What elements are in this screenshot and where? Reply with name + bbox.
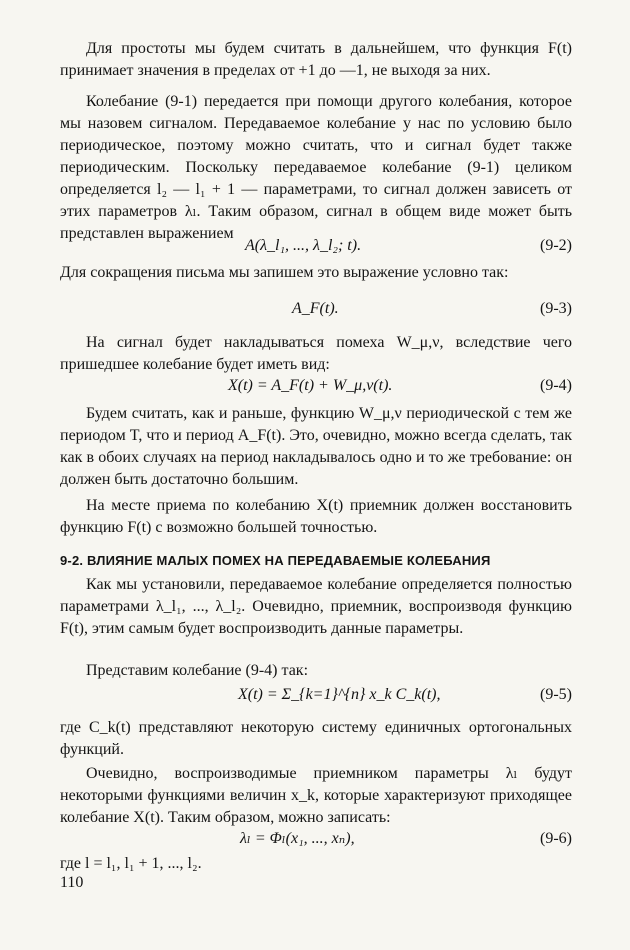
equation-number: (9-3): [540, 300, 572, 317]
paragraph-4: На сигнал будет накладываться помеха W_μ,ν, вследствие чего пришедшее колебание будет иметь вид:: [60, 334, 572, 373]
paragraph-2: Колебание (9-1) передается при помощи другого колебания, которое мы назовем сигналом. Передаваемое колебание у нас по условию было периодическое, поэтому можно считать, что и сигнал будет также периодическим. Поскольку передаваемое колебание (9-1) целиком определяется l₂ — l₁ + 1 — параметрами, то сигнал должен зависеть от этих параметров λₗ. Таким образом, сигнал в общем виде может быть представлен выражением: [60, 93, 572, 242]
equation-9-4: [60, 375, 572, 397]
equation-number: (9-6): [540, 830, 572, 847]
equation-number: (9-4): [540, 377, 572, 394]
page-number: 110: [60, 874, 84, 891]
section-heading: 9-2. ВЛИЯНИЕ МАЛЫХ ПОМЕХ НА ПЕРЕДАВАЕМЫЕ КОЛЕБАНИЯ: [60, 553, 491, 568]
equation-9-6: [60, 828, 572, 850]
equation-9-2: [60, 235, 572, 257]
equation-number: (9-2): [540, 237, 572, 254]
equation-formula: A_F(t).: [292, 300, 339, 317]
paragraph-6: На месте приема по колебанию X(t) приемник должен восстановить функцию F(t) с возможно большей точностью.: [60, 497, 572, 536]
paragraph-1: Для простоты мы будем считать в дальнейшем, что функция F(t) принимает значения в пределах от +1 до —1, не выходя за них.: [60, 40, 572, 79]
equation-formula: A(λ_l₁, ..., λ_l₂; t).: [245, 237, 362, 254]
paragraph-3: Для сокращения письма мы запишем это выражение условно так:: [60, 264, 509, 281]
equation-formula: X(t) = Σ_{k=1}^{n} x_k C_k(t),: [238, 686, 441, 703]
equation-number: (9-5): [540, 686, 572, 703]
equation-formula: X(t) = A_F(t) + W_μ,ν(t).: [228, 377, 393, 394]
paragraph-11: где l = l₁, l₁ + 1, ..., l₂.: [60, 855, 202, 872]
equation-9-5: [60, 684, 572, 706]
paragraph-10: Очевидно, воспроизводимые приемником параметры λₗ будут некоторыми функциями величин x_k, которые характеризуют приходящее колебание X(t). Таким образом, можно записать:: [60, 765, 572, 826]
equation-9-3: [60, 298, 572, 320]
paragraph-8: Представим колебание (9-4) так:: [86, 662, 309, 679]
paragraph-7: Как мы установили, передаваемое колебание определяется полностью параметрами λ_l₁, ..., λ_l₂. Очевидно, приемник, воспроизводя функцию F(t), этим самым будет воспроизводить данные параметры.: [60, 576, 572, 637]
equation-formula: λₗ = Φₗ(x₁, ..., xₙ),: [240, 830, 355, 847]
paragraph-5: Будем считать, как и раньше, функцию W_μ,ν периодической с тем же периодом T, что и период A_F(t). Это, очевидно, можно всегда сделать, так как в обоих случаях на период накладывалось одно и то же требование: он должен быть достаточно большим.: [60, 405, 572, 488]
paragraph-9: где C_k(t) представляют некоторую систему единичных ортогональных функций.: [60, 719, 572, 758]
